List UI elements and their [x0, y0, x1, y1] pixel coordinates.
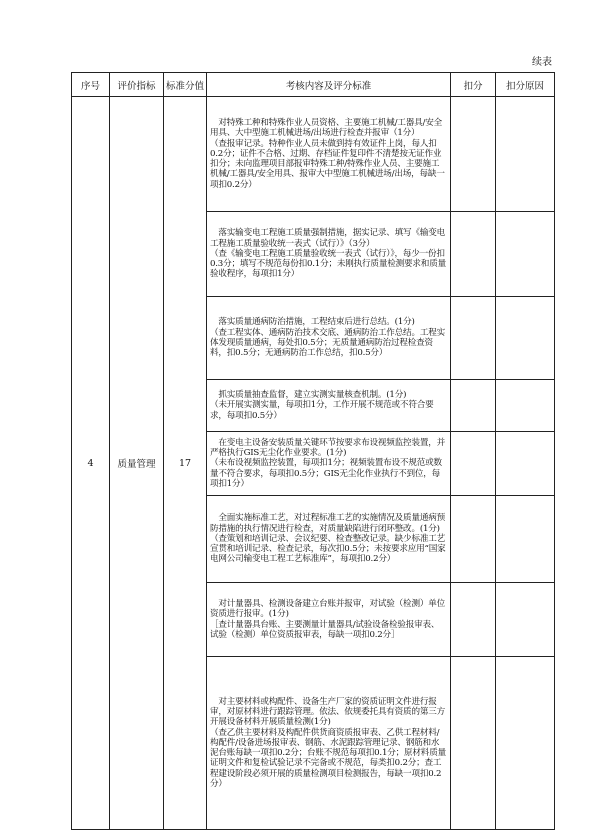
reason-cell[interactable]: [496, 380, 555, 432]
header-no: 序号: [72, 73, 110, 97]
reason-cell[interactable]: [496, 97, 555, 212]
criteria-text: 对主要材料或构配件、设备生产厂家的资质证明文件进行报审，对原材料进行跟踪管理。依法、依规委托具有资质的第三方开展设备材料开展质量检测(1分) （查乙供主要材料及构配件供货商资质报审表、乙供工程材料/构配件/设备进场报审表、钢筋、水泥跟踪管理记录、钢筋和水泥台账每缺一项扣0.2分；台账不规范每项扣0.1分；原材料质量证明文件和复检试验记录不完备或不规范，每类扣0.2分；查工程建设阶段必须开展的质量检测项目检测报告，每缺一项扣0.2分）: [210, 696, 446, 790]
deduct-cell[interactable]: [451, 657, 496, 830]
criteria-item: [207, 583, 451, 657]
deduct-cell[interactable]: [451, 297, 496, 380]
deduct-cell[interactable]: [451, 97, 496, 212]
criteria-item: [207, 97, 451, 212]
deduct-cell[interactable]: [451, 432, 496, 496]
deduct-cell[interactable]: [451, 583, 496, 657]
criteria-text: 在变电主设备安装质量关键环节按要求布设视频监控装置，并严格执行GIS无尘化作业要求。(1分) （未布设视频监控装置，每项扣1分；视频装置布设不规范或数量不符合要求，每项扣0.5分；GIS无尘化作业执行不到位，每项扣1分）: [210, 437, 446, 489]
criteria-text: 全面实施标准工艺，对过程标准工艺的实施情况及质量通病预防措施的执行情况进行检查，对质量缺陷进行闭环整改。(1分) （查策划和培训记录、会议纪要、检查整改记录。缺少标准工艺宣贯和培训记录、检查记录，每次扣0.5分；未按要求应用“国家电网公司输变电工程工艺标准库”，每项扣0.2分）: [210, 513, 446, 565]
criteria-text: 落实质量通病防治措施，工程结束后进行总结。(1分) （查工程实体、通病防治技术交底、通病防治工作总结。工程实体发现质量通病，每处扣0.5分；无质量通病防治过程检查资料，扣0.5分；无通病防治工作总结，扣0.5分）: [210, 317, 446, 359]
reason-cell[interactable]: [496, 212, 555, 297]
table-row: [72, 97, 555, 212]
deduct-cell[interactable]: [451, 380, 496, 432]
reason-cell[interactable]: [496, 432, 555, 496]
criteria-text: 落实输变电工程施工质量强制措施，据实记录、填写《输变电工程施工质量验收统一表式（试行）》（3分） （查《输变电工程施工质量验收统一表式（试行）》，每少一份扣0.3分；填写不规范每份扣0.1分；未刚执行质量检测要求和质量验收程序，每项扣1分）: [210, 228, 446, 280]
criteria-item: [207, 657, 451, 830]
criteria-item: [207, 212, 451, 297]
reason-cell[interactable]: [496, 583, 555, 657]
criteria-text: 抓实质量抽查监督，建立实测实量核查机制。(1分) （未开展实测实量，每项扣1分，工作开展不规范或不符合要求，每项扣0.5分）: [210, 390, 434, 421]
header-row: [72, 73, 555, 97]
reason-cell[interactable]: [496, 496, 555, 583]
deduct-cell[interactable]: [451, 496, 496, 583]
header-score: 标准分值: [164, 73, 207, 97]
criteria-item: [207, 297, 451, 380]
header-content: 考核内容及评分标准: [207, 73, 451, 97]
reason-cell[interactable]: [496, 297, 555, 380]
header-reason: 扣分原因: [496, 73, 555, 97]
evaluation-table: [71, 72, 555, 830]
header-indicator: 评价指标: [110, 73, 164, 97]
criteria-item: [207, 496, 451, 583]
criteria-item: [207, 380, 451, 432]
criteria-text: 对特殊工种和特殊作业人员资格、主要施工机械/工器具/安全用具、大中型施工机械进场/出场进行检查并报审（1分） （查报审记录。特种作业人员未做到持有效证件上岗，每人扣0.2分；证件不合格、过期、存档证件复印件不清楚按无证作业扣分；未向监理项目部报审特殊工种/特殊作业人员、主要施工机械/工器具/安全用具、报审大中型施工机械进场/出场，每缺一项扣0.2分）: [210, 117, 445, 190]
criteria-item: [207, 432, 451, 496]
criteria-text: 对计量器具、检测设备建立台账并报审，对试验（检测）单位资质进行报审。(1分) ［查计量器具台账、主要测量计量器具/试验设备检验报审表、试验（检测）单位资质报审表，每缺一项扣0.2分］: [210, 598, 446, 640]
reason-cell[interactable]: [496, 657, 555, 830]
row-score: 17: [164, 97, 207, 830]
header-deduct: 扣分: [451, 73, 496, 97]
row-number: 4: [72, 97, 110, 830]
deduct-cell[interactable]: [451, 212, 496, 297]
continued-label: 续表: [532, 57, 552, 68]
row-indicator: 质量管理: [110, 97, 164, 830]
